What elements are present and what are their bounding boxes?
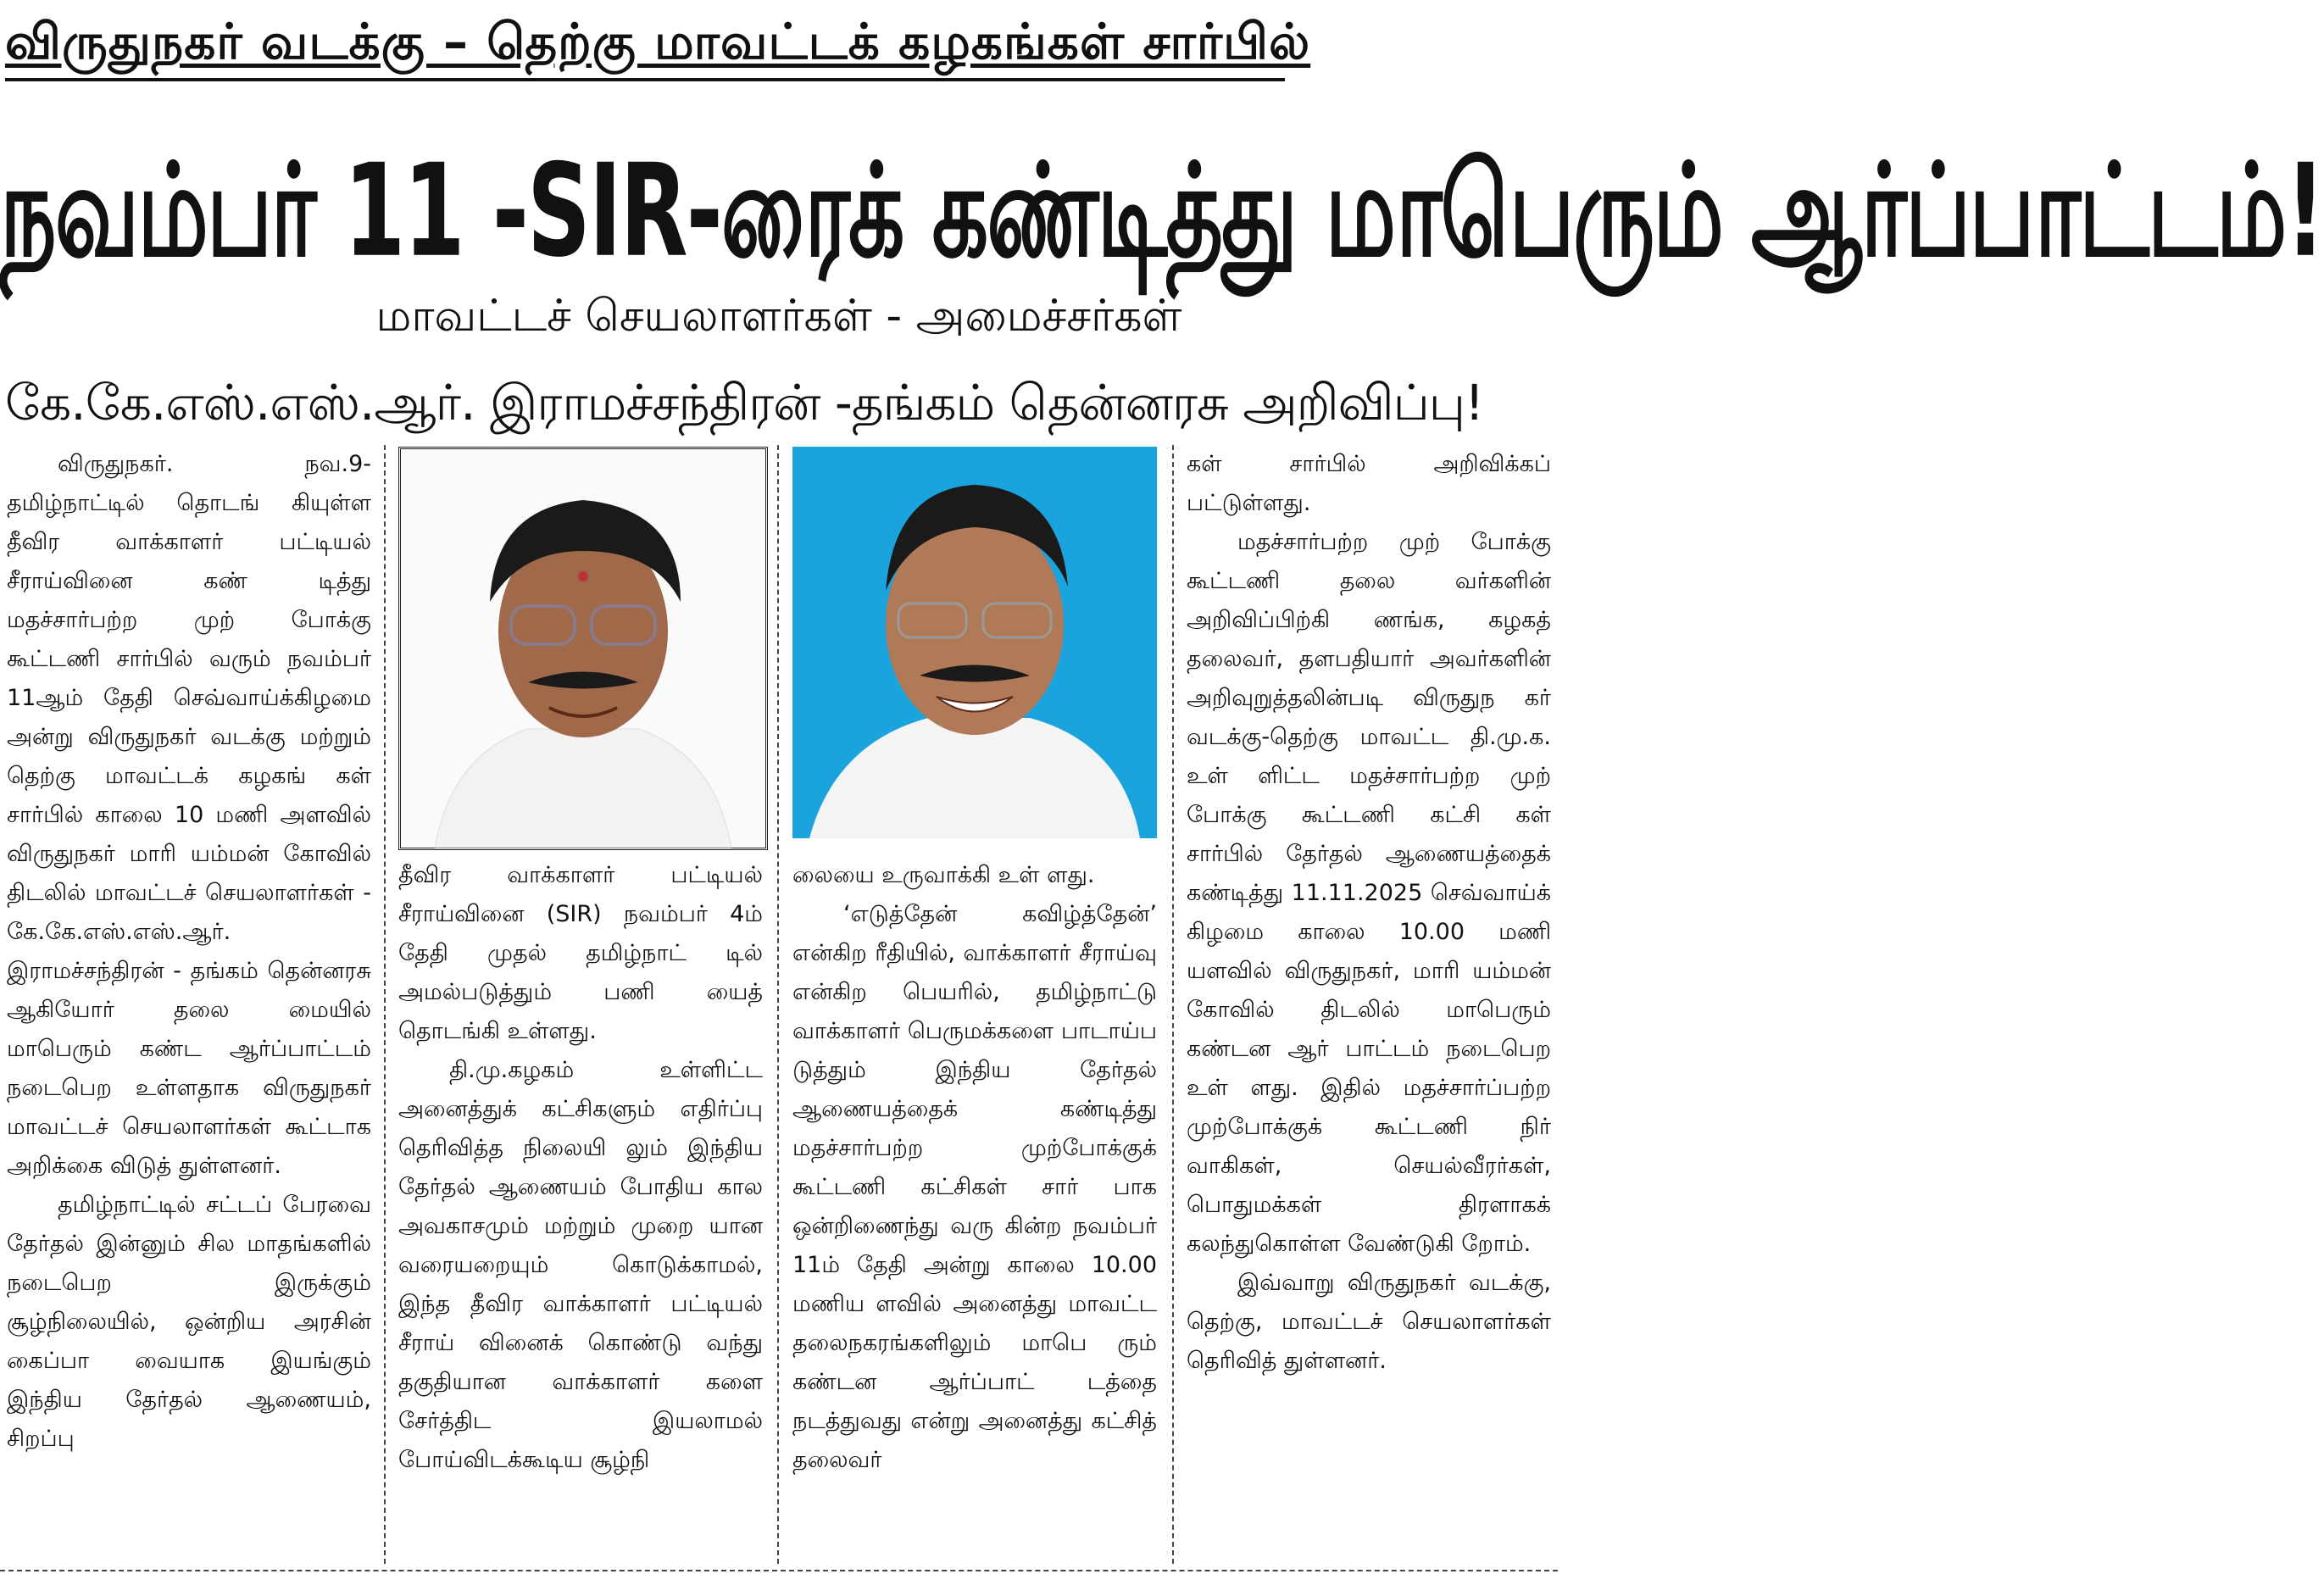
article-column-2 — [398, 856, 763, 1480]
article-column-1 — [7, 445, 371, 1459]
portrait-illustration — [401, 449, 765, 848]
paragraph: தமிழ்நாட்டில் சட்டப் பேரவை தேர்தல் இன்னும் சில மாதங்களில் நடைபெற இருக்கும் சூழ்நிலையில், ஒன்றிய அரசின் கைப்பா வையாக இயங்கும் இந்திய தேர்தல் ஆணையம், சிறப்பு — [7, 1192, 371, 1452]
paragraph: லையை உருவாக்கி உள் ளது. — [792, 862, 1095, 888]
paragraph: இவ்வாறு விருதுநகர் வடக்கு, தெற்கு, மாவட்டச் செயலாளர்கள் தெரிவித் துள்ளனர். — [1187, 1270, 1551, 1374]
paragraph: மதச்சார்பற்ற முற் போக்கு கூட்டணி தலை வர்களின் அறிவிப்பிற்கி ணங்க, கழகத் தலைவர், தளபதியார் அவர்களின் அறிவுறுத்தலின்படி விருதுந கர் வடக்கு-தெற்கு மாவட்ட தி.மு.க. உள் ளிட்ட மதச்சார்பற்ற முற் போக்கு கூட்டணி கட்சி கள் சார்பில் தேர்தல் ஆணையத்தைக் கண்டித்து 11.11.2025 செவ்வாய்க் கிழமை காலை 10.00 மணி யளவில் விருதுநகர், மாரி யம்மன் கோவில் திடலில் மாபெரும் கண்டன ஆர் பாட்டம் நடைபெற உள் ளது. இதில் மதச்சார்ப்பற்ற முற்போக்குக் கூட்டணி நிர் வாகிகள், செயல்வீரர்கள், பொதுமக்கள் திரளாகக் கலந்துகொள்ள வேண்டுகி றோம். — [1187, 529, 1551, 1257]
portrait-illustration — [792, 447, 1157, 838]
headline: நவம்பர் 11 -SIR-ரைக் கண்டித்து மாபெரும் ஆர்ப்பாட்டம்! — [0, 136, 2324, 286]
subheadline-announcement: கே.கே.எஸ்.எஸ்.ஆர். இராமச்சந்திரன் -தங்கம் தென்னரசு அறிவிப்பு! — [5, 374, 1484, 431]
subheadline-secretaries: மாவட்டச் செயலாளர்கள் - அமைச்சர்கள் — [375, 291, 1182, 342]
portrait-photo-thangam-thennarasu — [792, 447, 1157, 838]
column-divider — [777, 445, 779, 1564]
paragraph: விருதுநகர். நவ.9- தமிழ்நாட்டில் தொடங் கியுள்ள தீவிர வாக்காளர் பட்டியல் சீராய்வினை கண் டித்து மதச்சார்பற்ற முற் போக்கு கூட்டணி சார்பில் வரும் நவம்பர் 11ஆம் தேதி செவ்வாய்க்கிழமை அன்று விருதுநகர் வடக்கு மற்றும் தெற்கு மாவட்டக் கழகங் கள் சார்பில் காலை 10 மணி அளவில் விருதுநகர் மாரி யம்மன் கோவில் திடலில் மாவட்டச் செயலாளர்கள் - கே.கே.எஸ்.எஸ்.ஆர். இராமச்சந்திரன் - தங்கம் தென்னரசு ஆகியோர் தலை மையில் மாபெரும் கண்ட ஆர்ப்பாட்டம் நடைபெற உள்ளதாக விருதுநகர் மாவட்டச் செயலாளர்கள் கூட்டாக அறிக்கை விடுத் துள்ளனர். — [7, 451, 371, 1179]
paragraph: கள் சார்பில் அறிவிக்கப் பட்டுள்ளது. — [1187, 451, 1551, 516]
paragraph: தி.மு.கழகம் உள்ளிட்ட அனைத்துக் கட்சிகளும் எதிர்ப்பு தெரிவித்த நிலையி லும் இந்திய தேர்தல் ஆணையம் போதிய கால அவகாசமும் மற்றும் முறை யான வரையறையும் கொடுக்காமல், இந்த தீவிர வாக்காளர் பட்டியல் சீராய் வினைக் கொண்டு வந்து தகுதியான வாக்காளர் களை சேர்த்திட இயலாமல் போய்விடக்கூடிய சூழ்நி — [398, 1057, 763, 1473]
article-column-4 — [1187, 445, 1551, 1381]
paragraph: ‘எடுத்தேன் கவிழ்த்தேன்’ என்கிற ரீதியில், வாக்காளர் சீராய்வு என்கிற பெயரில், தமிழ்நாட்டு வாக்காளர் பெருமக்களை பாடாய்ப டுத்தும் இந்திய தேர்தல் ஆணையத்தைக் கண்டித்து மதச்சார்பற்ற முற்போக்குக் கூட்டணி கட்சிகள் சார் பாக ஒன்றிணைந்து வரு கின்ற நவம்பர் 11ம் தேதி அன்று காலை 10.00 மணிய ளவில் அனைத்து மாவட்ட தலைநகரங்களிலும் மாபெ ரும் கண்டன ஆர்ப்பாட் டத்தை நடத்துவது என்று அனைத்து கட்சித் தலைவர் — [792, 901, 1157, 1473]
article-column-3 — [792, 856, 1157, 1480]
portrait-photo-ramachandran — [398, 447, 768, 850]
paragraph: தீவிர வாக்காளர் பட்டியல் சீராய்வினை (SIR) நவம்பர் 4ம் தேதி முதல் தமிழ்நாட் டில் அமல்படுத்தும் பணி யைத் தொடங்கி உள்ளது. — [398, 862, 763, 1044]
kicker-banner — [5, 5, 1311, 81]
column-divider — [1172, 445, 1174, 1564]
column-divider — [384, 445, 386, 1564]
kicker-text: விருதுநகர் வடக்கு – தெற்கு மாவட்டக் கழகங்கள் சார்பில் — [5, 13, 1311, 70]
bottom-divider — [0, 1570, 1558, 1571]
